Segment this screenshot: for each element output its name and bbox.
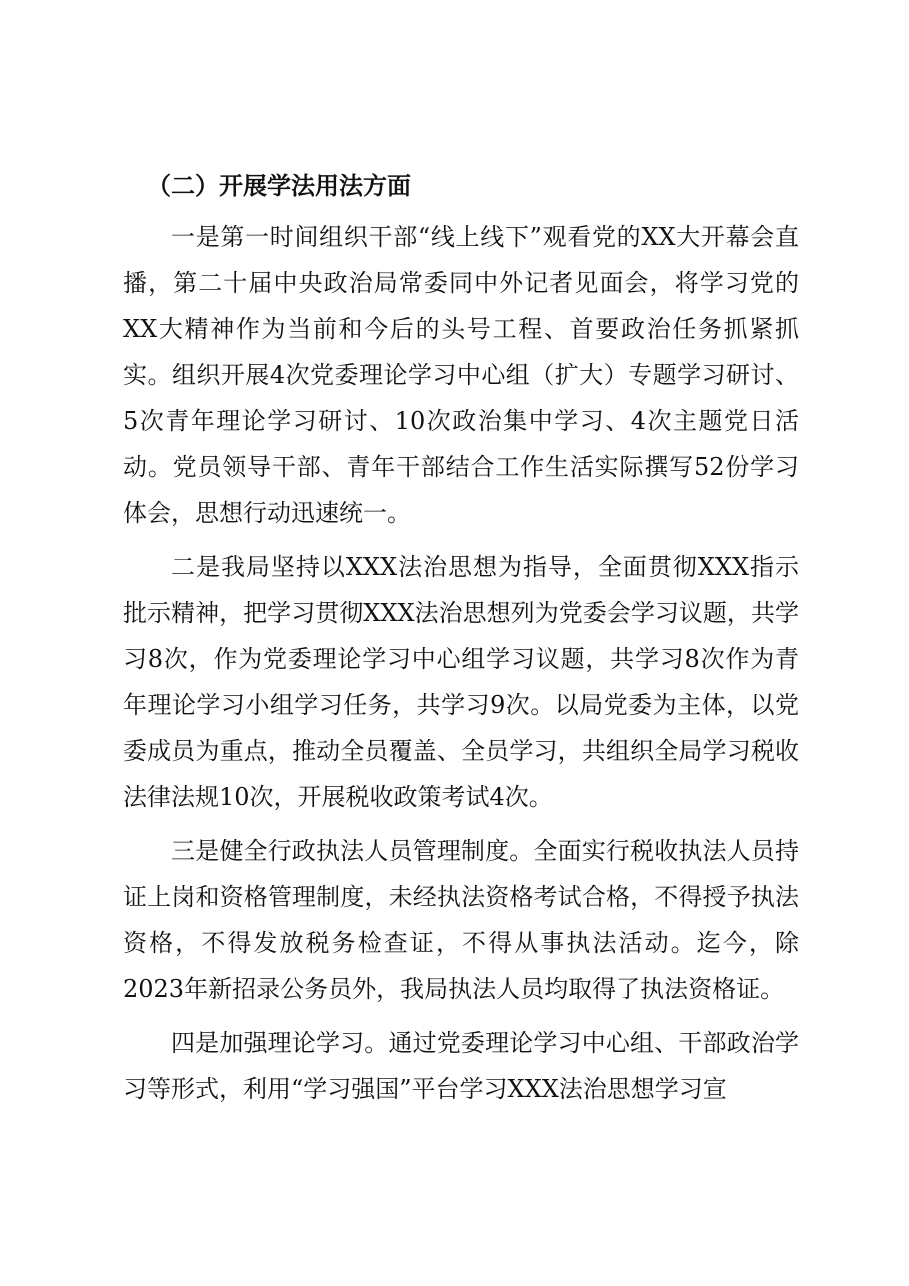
paragraph-4: 四是加强理论学习。通过党委理论学习中心组、干部政治学习等形式，利用“学习强国”平台学习XXX法治思想学习宣 [123,1029,799,1103]
document-body [123,166,799,1112]
section-heading: （二）开展学法用法方面 [147,171,411,200]
paragraph-3: 三是健全行政执法人员管理制度。全面实行税收执法人员持证上岗和资格管理制度，未经执法资格考试合格，不得授予执法资格，不得发放税务检查证，不得从事执法活动。迄今，除2023年新招录公务员外，我局执法人员均取得了执法资格证。 [123,837,799,1003]
paragraph-2: 二是我局坚持以XXX法治思想为指导，全面贯彻XXX指示批示精神，把学习贯彻XXX法治思想列为党委会学习议题，共学习8次，作为党委理论学习中心组学习议题，共学习8次作为青年理论学习小组学习任务，共学习9次。以局党委为主体，以党委成员为重点，推动全员覆盖、全员学习，共组织全局学习税收法律法规10次，开展税收政策考试4次。 [123,553,799,811]
paragraph-1: 一是第一时间组织干部“线上线下”观看党的XX大开幕会直播，第二十届中央政治局常委同中外记者见面会，将学习党的XX大精神作为当前和今后的头号工程、首要政治任务抓紧抓实。组织开展4次党委理论学习中心组（扩大）专题学习研讨、5次青年理论学习研讨、10次政治集中学习、4次主题党日活动。党员领导干部、青年干部结合工作生活实际撰写52份学习体会，思想行动迅速统一。 [123,223,799,527]
